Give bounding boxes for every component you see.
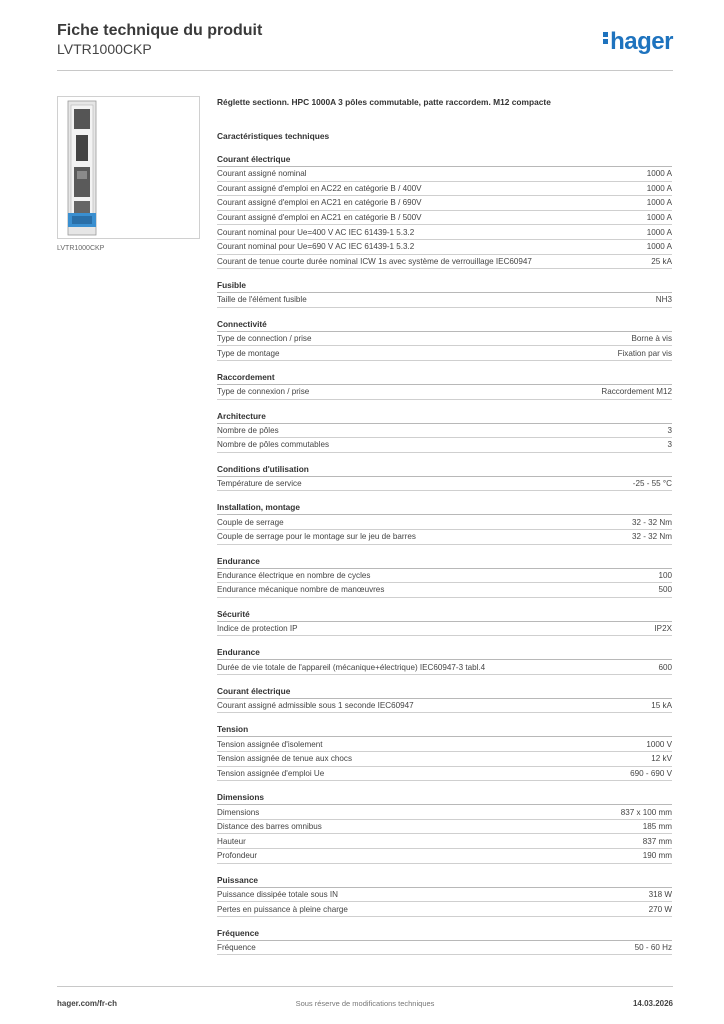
spec-section-title: Endurance <box>217 554 672 569</box>
spec-row <box>217 240 672 255</box>
spec-row <box>217 167 672 182</box>
footer-date: 14.03.2026 <box>632 999 673 1008</box>
spec-row <box>217 530 672 545</box>
spec-section <box>217 409 672 453</box>
spec-section <box>217 370 672 400</box>
spec-row <box>217 293 672 308</box>
spec-label: Puissance dissipée totale sous IN <box>217 889 339 899</box>
spec-label: Nombre de pôles commutables <box>217 440 330 450</box>
spec-label: Couple de serrage <box>217 517 284 527</box>
spec-value: 1000 A <box>646 213 672 223</box>
spec-label: Tension assignée d'isolement <box>217 739 323 749</box>
spec-section-title: Fusible <box>217 278 672 293</box>
spec-value: 32 - 32 Nm <box>631 517 672 527</box>
spec-section-title: Courant électrique <box>217 152 672 167</box>
spec-value: 50 - 60 Hz <box>634 943 672 953</box>
product-image <box>57 96 200 239</box>
spec-value: 1000 A <box>646 198 672 208</box>
spec-value: 190 mm <box>642 851 672 861</box>
fuse-switch-rail-image <box>58 97 199 238</box>
spec-label: Pertes en puissance à pleine charge <box>217 904 348 914</box>
spec-section <box>217 317 672 361</box>
spec-value: Raccordement M12 <box>601 387 672 397</box>
spec-row <box>217 737 672 752</box>
spec-value: NH3 <box>655 295 672 305</box>
spec-value: 185 mm <box>642 822 672 832</box>
spec-value: 25 kA <box>651 256 672 266</box>
spec-label: Profondeur <box>217 851 258 861</box>
spec-value: 12 kV <box>651 754 672 764</box>
page-header <box>57 20 673 71</box>
spec-section <box>217 926 672 956</box>
spec-label: Endurance mécanique nombre de manœuvres <box>217 585 385 595</box>
logo-text: hager <box>610 28 673 55</box>
spec-label: Courant assigné d'emploi en AC22 en catégorie B / 400V <box>217 183 422 193</box>
spec-section-title: Fréquence <box>217 926 672 941</box>
spec-row <box>217 225 672 240</box>
spec-section <box>217 790 672 863</box>
spec-section-title: Courant électrique <box>217 684 672 699</box>
spec-row <box>217 622 672 637</box>
spec-value: 1000 A <box>646 183 672 193</box>
spec-label: Fréquence <box>217 943 256 953</box>
spec-section <box>217 554 672 598</box>
spec-section-title: Connectivité <box>217 317 672 332</box>
spec-label: Courant nominal pour Ue=690 V AC IEC 61439-1 5.3.2 <box>217 242 415 252</box>
spec-value: 100 <box>658 570 672 580</box>
spec-section <box>217 722 672 781</box>
spec-label: Couple de serrage pour le montage sur le jeu de barres <box>217 532 416 542</box>
spec-row <box>217 752 672 767</box>
spec-row <box>217 941 672 956</box>
spec-section-title: Architecture <box>217 409 672 424</box>
spec-row <box>217 196 672 211</box>
spec-label: Nombre de pôles <box>217 425 279 435</box>
logo-dots-icon <box>603 30 608 46</box>
spec-section <box>217 462 672 492</box>
spec-row <box>217 583 672 598</box>
spec-value: Borne à vis <box>631 334 672 344</box>
spec-label: Tension assignée de tenue aux chocs <box>217 754 352 764</box>
spec-value: IP2X <box>654 623 672 633</box>
spec-label: Courant nominal pour Ue=400 V AC IEC 61439-1 5.3.2 <box>217 227 415 237</box>
spec-label: Endurance électrique en nombre de cycles <box>217 570 371 580</box>
spec-value: -25 - 55 °C <box>632 479 672 489</box>
hager-logo <box>603 28 673 56</box>
spec-label: Courant assigné d'emploi en AC21 en catégorie B / 690V <box>217 198 422 208</box>
spec-value: 318 W <box>648 889 672 899</box>
spec-row <box>217 569 672 584</box>
spec-value: 1000 V <box>646 739 672 749</box>
spec-row <box>217 849 672 864</box>
spec-row <box>217 834 672 849</box>
spec-value: 500 <box>658 585 672 595</box>
product-image-caption: LVTR1000CKP <box>57 245 105 252</box>
spec-section <box>217 873 672 917</box>
spec-section-title: Sécurité <box>217 607 672 622</box>
spec-value: 15 kA <box>651 701 672 711</box>
footer-disclaimer: Sous réserve de modifications techniques <box>295 999 435 1008</box>
spec-section <box>217 684 672 714</box>
spec-row <box>217 820 672 835</box>
spec-value: 1000 A <box>646 242 672 252</box>
footer-website-link[interactable]: hager.com/fr-ch <box>57 999 118 1008</box>
spec-section-title: Raccordement <box>217 370 672 385</box>
spec-value: Fixation par vis <box>617 348 672 358</box>
spec-row <box>217 515 672 530</box>
spec-row <box>217 660 672 675</box>
spec-value: 32 - 32 Nm <box>631 532 672 542</box>
spec-section <box>217 500 672 544</box>
product-description: Réglette sectionn. HPC 1000A 3 pôles commutable, patte raccordem. M12 compacte <box>217 97 551 107</box>
spec-section-title: Tension <box>217 722 672 737</box>
spec-section-title: Puissance <box>217 873 672 888</box>
spec-row <box>217 699 672 714</box>
spec-value: 690 - 690 V <box>630 768 672 778</box>
spec-row <box>217 385 672 400</box>
spec-label: Température de service <box>217 479 302 489</box>
spec-row <box>217 767 672 782</box>
spec-label: Durée de vie totale de l'appareil (mécanique+électrique) IEC60947-3 tabl.4 <box>217 662 486 672</box>
spec-label: Taille de l'élément fusible <box>217 295 307 305</box>
product-content <box>217 96 672 964</box>
spec-value: 1000 A <box>646 169 672 179</box>
spec-value: 837 mm <box>642 836 672 846</box>
spec-label: Tension assignée d'emploi Ue <box>217 768 325 778</box>
spec-section <box>217 645 672 675</box>
spec-label: Indice de protection IP <box>217 623 298 633</box>
spec-label: Type de montage <box>217 348 280 358</box>
spec-row <box>217 182 672 197</box>
spec-label: Courant assigné admissible sous 1 seconde IEC60947 <box>217 701 414 711</box>
page-footer <box>57 986 673 1009</box>
spec-value: 3 <box>667 440 672 450</box>
spec-row <box>217 332 672 347</box>
spec-value: 1000 A <box>646 227 672 237</box>
spec-sections <box>217 152 672 955</box>
spec-label: Distance des barres omnibus <box>217 822 322 832</box>
spec-section-title: Installation, montage <box>217 500 672 515</box>
spec-label: Courant assigné d'emploi en AC21 en catégorie B / 500V <box>217 213 422 223</box>
spec-label: Dimensions <box>217 807 260 817</box>
spec-section <box>217 607 672 637</box>
spec-label: Type de connexion / prise <box>217 387 310 397</box>
spec-row <box>217 477 672 492</box>
spec-section-title: Endurance <box>217 645 672 660</box>
spec-label: Hauteur <box>217 836 246 846</box>
spec-value: 3 <box>667 425 672 435</box>
spec-row <box>217 902 672 917</box>
spec-row <box>217 888 672 903</box>
spec-value: 837 x 100 mm <box>620 807 672 817</box>
spec-label: Courant de tenue courte durée nominal ICW 1s avec système de verrouillage IEC60947 <box>217 256 532 266</box>
page-title: Fiche technique du produit <box>57 22 263 39</box>
spec-section <box>217 278 672 308</box>
spec-row <box>217 346 672 361</box>
technical-specs-title: Caractéristiques techniques <box>217 131 330 141</box>
product-reference: LVTR1000CKP <box>57 41 152 57</box>
spec-section-title: Dimensions <box>217 790 672 805</box>
spec-section-title: Conditions d'utilisation <box>217 462 672 477</box>
spec-row <box>217 438 672 453</box>
spec-section <box>217 152 672 269</box>
spec-row <box>217 424 672 439</box>
spec-label: Type de connection / prise <box>217 334 312 344</box>
spec-row <box>217 211 672 226</box>
spec-value: 270 W <box>648 904 672 914</box>
spec-row <box>217 255 672 270</box>
spec-value: 600 <box>658 662 672 672</box>
spec-label: Courant assigné nominal <box>217 169 307 179</box>
spec-row <box>217 805 672 820</box>
